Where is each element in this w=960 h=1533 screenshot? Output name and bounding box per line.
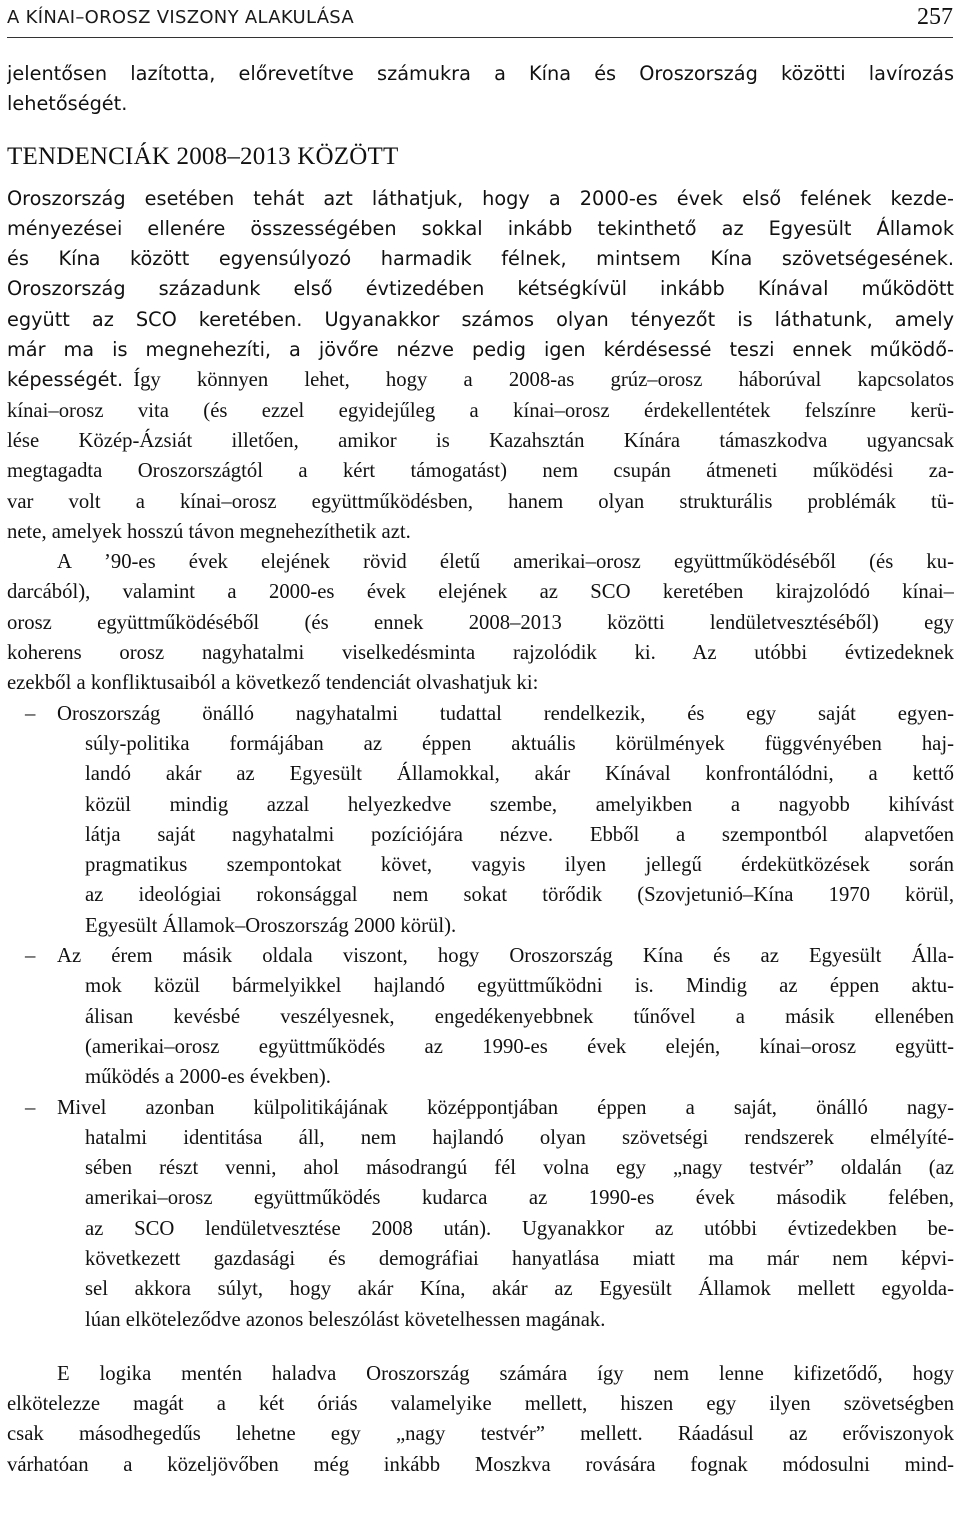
text-line: pragmatikus szempontokat követ, vagyis ilyen jellegű érdekütközések során — [85, 854, 954, 877]
text-fragment: Az érem másik oldala viszont, hogy Oroszország Kína és az Egyesült Álla- — [57, 945, 954, 968]
list-dash: – — [25, 945, 36, 968]
text-line: ezekből a konfliktusaiból a következő tendenciát olvashatjuk ki: — [7, 672, 539, 695]
paragraph-1 — [7, 184, 954, 548]
text-line: orosz együttműködéséből (és ennek 2008–2013 közötti lendületvesztéséből) egy — [7, 611, 954, 634]
paragraph-3 — [7, 1359, 954, 1480]
tendency-list — [7, 699, 954, 1335]
text-line: darcából), valamint a 2000-es évek elejének az SCO keretében kirajzolódó kínai– — [7, 581, 954, 604]
text-fragment: képességét. — [7, 368, 124, 392]
paragraph-2 — [7, 547, 954, 698]
text-line: hatalmi identitása áll, nem hajlandó olyan szövetségi rendszerek elmélyíté- — [85, 1126, 954, 1149]
text-line: Egyesült Államok–Oroszország 2000 körül). — [85, 914, 457, 937]
running-header — [7, 4, 953, 34]
text-line: csak másodhegedűs lehetne egy „nagy testvér” mellett. Ráadásul az erőviszonyok — [7, 1423, 954, 1446]
text-line — [7, 1093, 954, 1123]
text-line: sel akkora súlyt, hogy akár Kína, akár az Egyesült Államok mellett egyolda- — [85, 1278, 954, 1301]
list-dash: – — [25, 702, 36, 725]
text-line: álisan kevésbé veszélyesnek, engedékenyebbnek tűnővel a másik ellenében — [85, 1005, 954, 1028]
list-item — [7, 1093, 954, 1335]
text-line: lehetőségét. — [7, 92, 128, 116]
text-line: már ma is megnehezíti, a jövőre nézve pedig igen kérdésessé teszi ennek működő- — [7, 338, 954, 362]
text-line: sében részt venni, ahol másodrangú fél volna egy „nagy testvér” oldalán (az — [85, 1157, 954, 1180]
text-fragment: Így könnyen lehet, hogy a 2008-as grúz–orosz háborúval kapcsolatos — [133, 369, 954, 392]
text-line: és Kína között egyensúlyozó harmadik félnek, mintsem Kína szövetségesének. — [7, 247, 954, 271]
text-line: amerikai–orosz együttműködés kudarca az 1990-es évek második felében, — [85, 1187, 954, 1210]
text-line: megtagadta Oroszországtól a kért támogatást) nem csupán átmeneti működési za- — [7, 460, 954, 483]
text-line — [7, 699, 954, 729]
intro-paragraph — [7, 59, 954, 120]
list-item — [7, 941, 954, 1092]
text-line — [7, 941, 954, 971]
page-body — [7, 59, 954, 1480]
list-dash: – — [25, 1096, 36, 1119]
text-line: látja saját nagyhatalmi pozíciójára nézve. Ebből a szempontból alapvetően — [85, 823, 954, 846]
list-item — [7, 699, 954, 941]
page-number: 257 — [917, 4, 953, 30]
text-line: E logika mentén haladva Oroszország számára így nem lenne kifizetődő, hogy — [57, 1362, 954, 1385]
text-line: működés a 2000-es években). — [85, 1066, 331, 1089]
text-line: az ideológiai rokonsággal nem sokat törődik (Szovjetunió–Kína 1970 körül, — [85, 884, 954, 907]
text-line: lúan elköteleződve azonos beleszólást követelhessen magának. — [85, 1308, 606, 1331]
text-line — [7, 365, 954, 395]
text-fragment: Oroszország önálló nagyhatalmi tudattal rendelkezik, és egy saját egyen- — [57, 702, 954, 725]
text-line: lése Közép-Ázsiát illetően, amikor is Kazahsztán Kínára támaszkodva ugyancsak — [7, 429, 954, 452]
text-line: elkötelezze magát a két óriás valamelyike mellett, hiszen egy ilyen szövetségben — [7, 1393, 954, 1416]
text-fragment: Mivel azonban külpolitikájának középpontjában éppen a saját, önálló nagy- — [57, 1096, 954, 1119]
text-line: nete, amelyek hosszú távon megnehezíthetik azt. — [7, 520, 411, 543]
running-title: A KÍNAI–OROSZ VISZONY ALAKULÁSA — [7, 7, 354, 28]
header-rule — [7, 37, 953, 38]
text-line: landó akár az Egyesült Államokkal, akár Kínával konfrontálódni, a kettő — [85, 763, 954, 786]
text-line: var volt a kínai–orosz együttműködésben, hanem olyan strukturális problémák tü- — [7, 490, 954, 513]
text-line: jelentősen lazította, előrevetítve számukra a Kína és Oroszország közötti lavírozás — [7, 62, 954, 85]
text-line: ményezései ellenére összességében sokkal inkább tekinthető az Egyesült Államok — [7, 216, 954, 240]
text-line: koherens orosz nagyhatalmi viselkedésminta rajzolódik ki. Az utóbbi évtizedeknek — [7, 642, 954, 665]
text-line: következett gazdasági és demográfiai hanyatlása miatt ma már nem képvi- — [85, 1247, 954, 1270]
section-heading: TENDENCIÁK 2008–2013 KÖZÖTT — [7, 142, 399, 170]
text-line: várhatóan a közeljövőben még inkább Moszkva rovására fognak módosulni mind- — [7, 1453, 954, 1476]
text-line: közül mindig azzal helyezkedve szembe, amelyikben a nagyobb kihívást — [85, 793, 954, 816]
paragraph-spacer — [7, 1335, 954, 1359]
text-line: kínai–orosz vita (és ezzel egyidejűleg a kínai–orosz érdekellentétek felszínre kerü- — [7, 399, 954, 422]
text-line: (amerikai–orosz együttműködés az 1990-es évek elején, kínai–orosz együtt- — [85, 1035, 954, 1058]
text-line: súly-politika formájában az éppen aktuális körülmények függvényében haj- — [85, 732, 954, 755]
text-line: mok közül bármelyikkel hajlandó együttműködni is. Mindig az éppen aktu- — [85, 975, 954, 998]
text-line: az SCO lendületvesztése 2008 után). Ugyanakkor az utóbbi évtizedekben be- — [85, 1217, 954, 1240]
text-line: A ’90-es évek elejének rövid életű amerikai–orosz együttműködéséből (és ku- — [57, 551, 954, 574]
text-line: Oroszország századunk első évtizedében kétségkívül inkább Kínával működött — [7, 277, 954, 301]
text-line: együtt az SCO keretében. Ugyanakkor számos olyan tényezőt is láthatunk, amely — [7, 307, 954, 331]
text-line: Oroszország esetében tehát azt láthatjuk, hogy a 2000-es évek első felének kezde- — [7, 186, 954, 210]
